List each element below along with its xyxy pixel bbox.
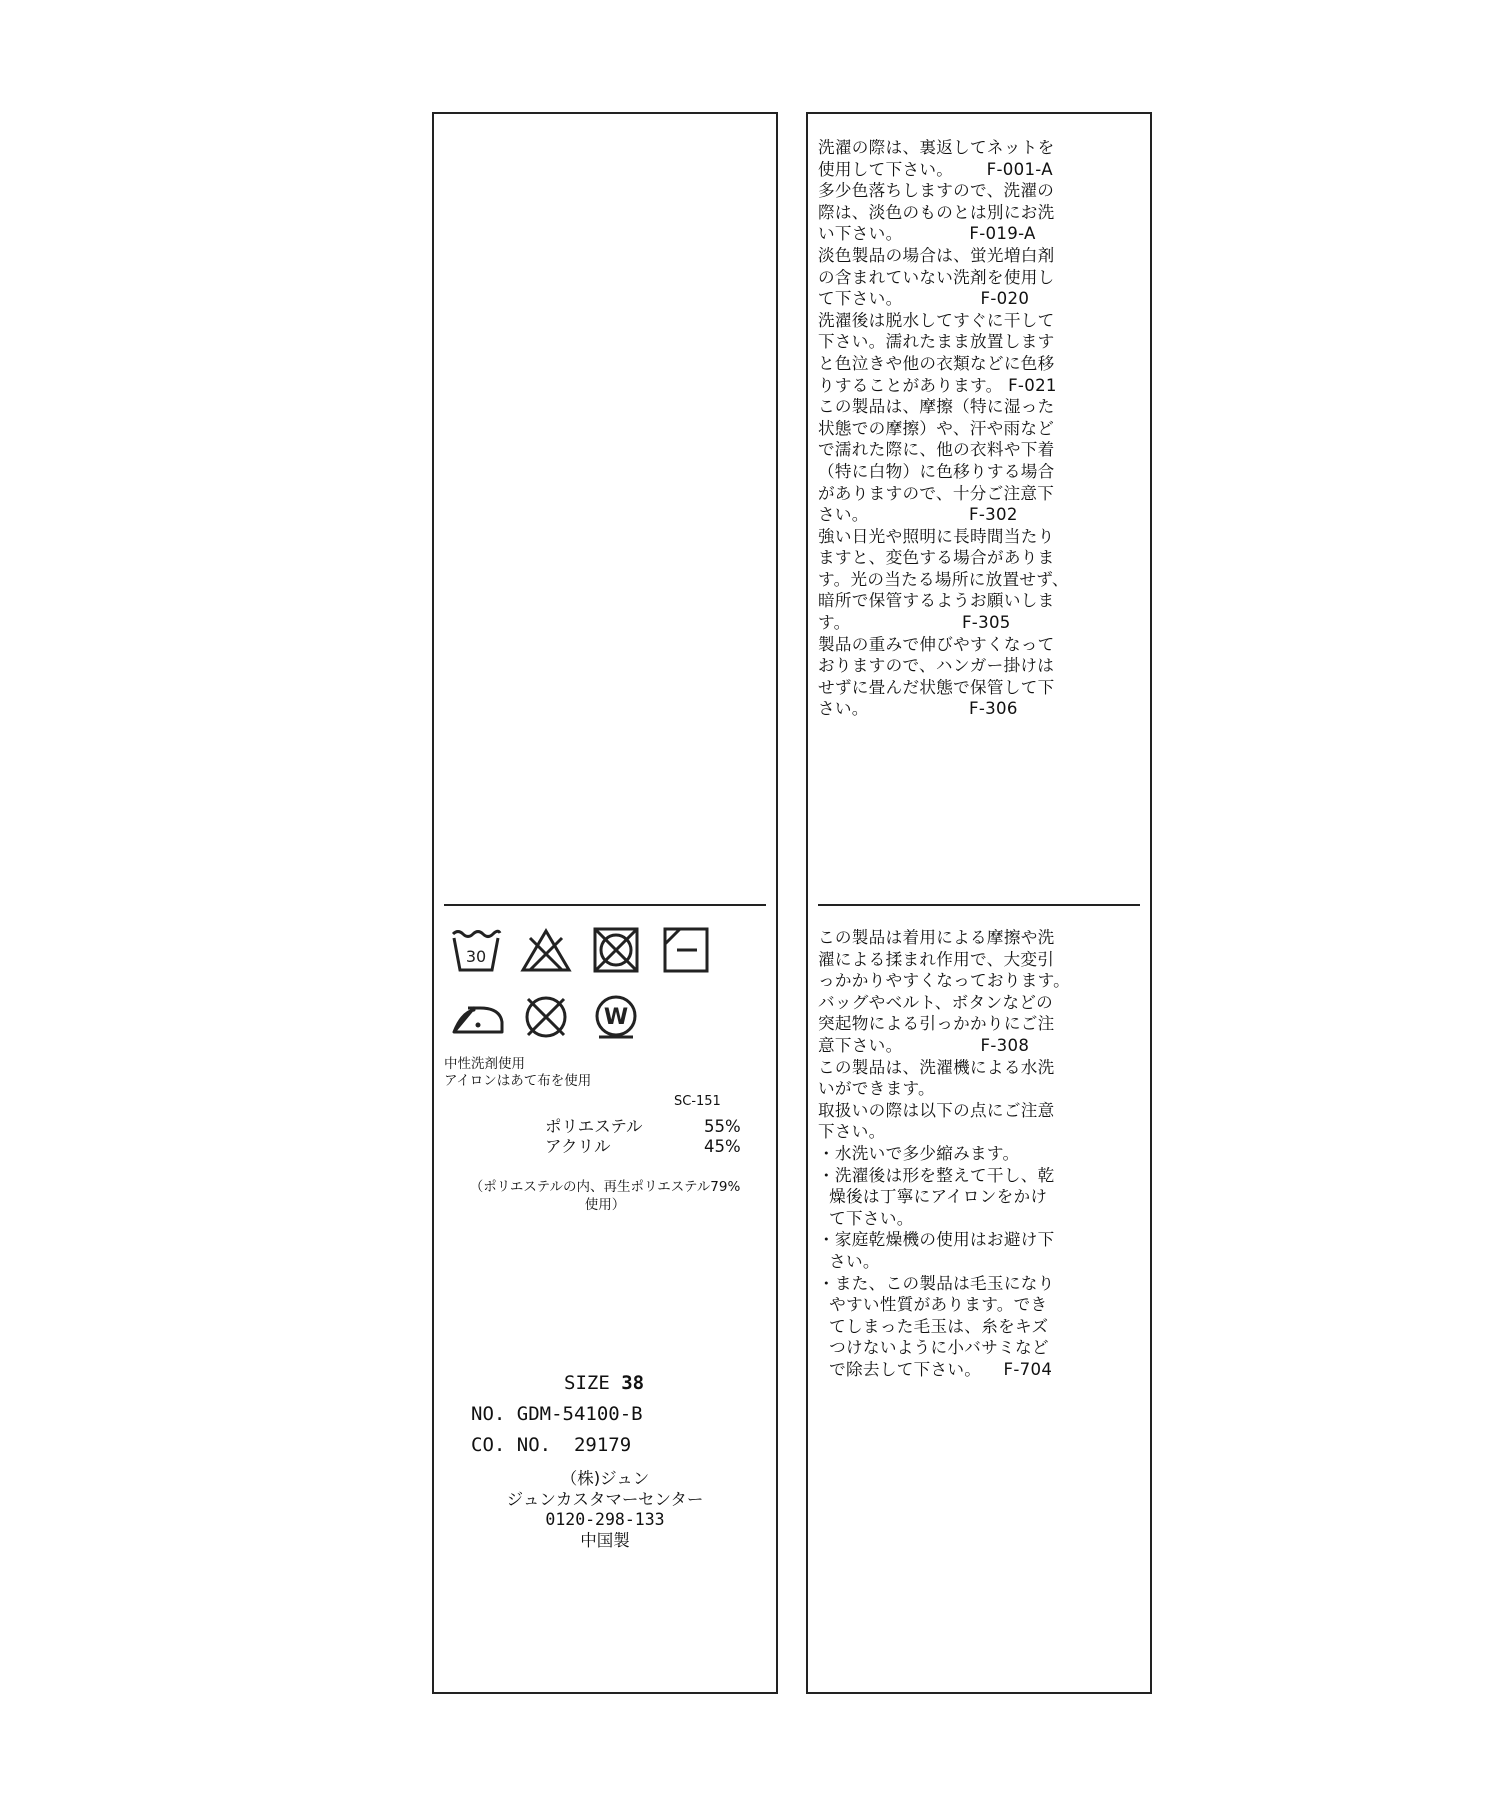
care-code: SC-151 xyxy=(674,1094,721,1109)
iron-low-icon xyxy=(450,996,506,1040)
no-bleach-icon xyxy=(520,926,572,974)
care-note: アイロンはあて布を使用 xyxy=(444,1073,592,1089)
drip-dry-shade-icon xyxy=(660,926,712,974)
care-label-right xyxy=(806,112,1152,1694)
recycled-note: （ポリエステルの内、再生ポリエステル79% 使用） xyxy=(469,1179,741,1213)
size-value: 38 xyxy=(621,1372,645,1394)
care-label-left xyxy=(432,112,778,1694)
wet-clean-icon xyxy=(590,992,642,1042)
country-of-origin: 中国製 xyxy=(580,1530,630,1550)
customer-center: ジュンカスタマーセンター xyxy=(506,1489,704,1509)
fiber-name: ポリエステル xyxy=(545,1117,643,1136)
care-instructions-bottom: この製品は着用による摩擦や洗 濯による揉まれ作用で、大変引 っかかりやすくなっております。 バッグやベルト、ボタンなどの 突起物による引っかかりにご注 意下さい。 F-308 この製品は、洗濯機による水洗 いができます。 取扱いの際は以下の点にご注意 下さい。 ・水洗いで多少縮みます。 ・洗濯後は形を整えて干し、乾 燥後は丁寧にアイロンをかけ て下さい。 ・家庭乾燥機の使用はお避け下 さい。 ・また、この製品は毛玉になり やすい性質があります。でき てしまった毛玉は、糸をキズ つけないように小バサミなど で除去して下さい。 F-704 xyxy=(818,928,1071,1379)
care-note: 中性洗剤使用 xyxy=(444,1056,525,1072)
svg-text:30: 30 xyxy=(465,947,487,966)
co-number: CO. NO. 29179 xyxy=(471,1434,632,1456)
fiber-percent: 45% xyxy=(704,1137,741,1156)
no-dry-clean-icon xyxy=(520,992,572,1042)
wash-tub-30-icon xyxy=(450,926,502,974)
fiber-percent: 55% xyxy=(704,1117,741,1136)
fiber-name: アクリル xyxy=(545,1137,611,1156)
svg-text:W: W xyxy=(603,1005,629,1030)
style-number: NO. GDM-54100-B xyxy=(471,1403,643,1425)
no-tumble-dry-icon xyxy=(590,926,642,974)
care-instructions-top: 洗濯の際は、裏返してネットを 使用して下さい。 F-001-A 多少色落ちしますので、洗濯の 際は、淡色のものとは別にお洗 い下さい。 F-019-A 淡色製品の場合は、蛍光増白剤 の含まれていない洗剤を使用し て下さい。 F-020 洗濯後は脱水してすぐに干して 下さい。濡れたまま放置します と色泣きや他の衣類などに色移 りすることがあります。 F-021 この製品は、摩擦（特に湿った 状態での摩擦）や、汗や雨など で濡れた際に、他の衣料や下着 （特に白物）に色移りする場合 がありますので、十分ご注意下 さい。 F-302 強い日光や照明に長時間当たり ますと、変色する場合がありま す。光の当たる場所に放置せず、 暗所で保管するようお願いしま す。 F-305 製品の重みで伸びやすくなって おりますので、ハンガー掛けは せずに畳んだ状態で保管して下 さい。 F-306 xyxy=(818,138,1069,719)
maker-info xyxy=(444,1469,766,1551)
size-line xyxy=(564,1372,644,1394)
label-divider xyxy=(444,904,766,906)
company-name: （株)ジュン xyxy=(560,1469,650,1488)
phone-number: 0120-298-133 xyxy=(545,1510,665,1529)
size-label: SIZE xyxy=(564,1372,610,1394)
label-divider xyxy=(818,904,1140,906)
care-symbols xyxy=(450,926,750,1056)
